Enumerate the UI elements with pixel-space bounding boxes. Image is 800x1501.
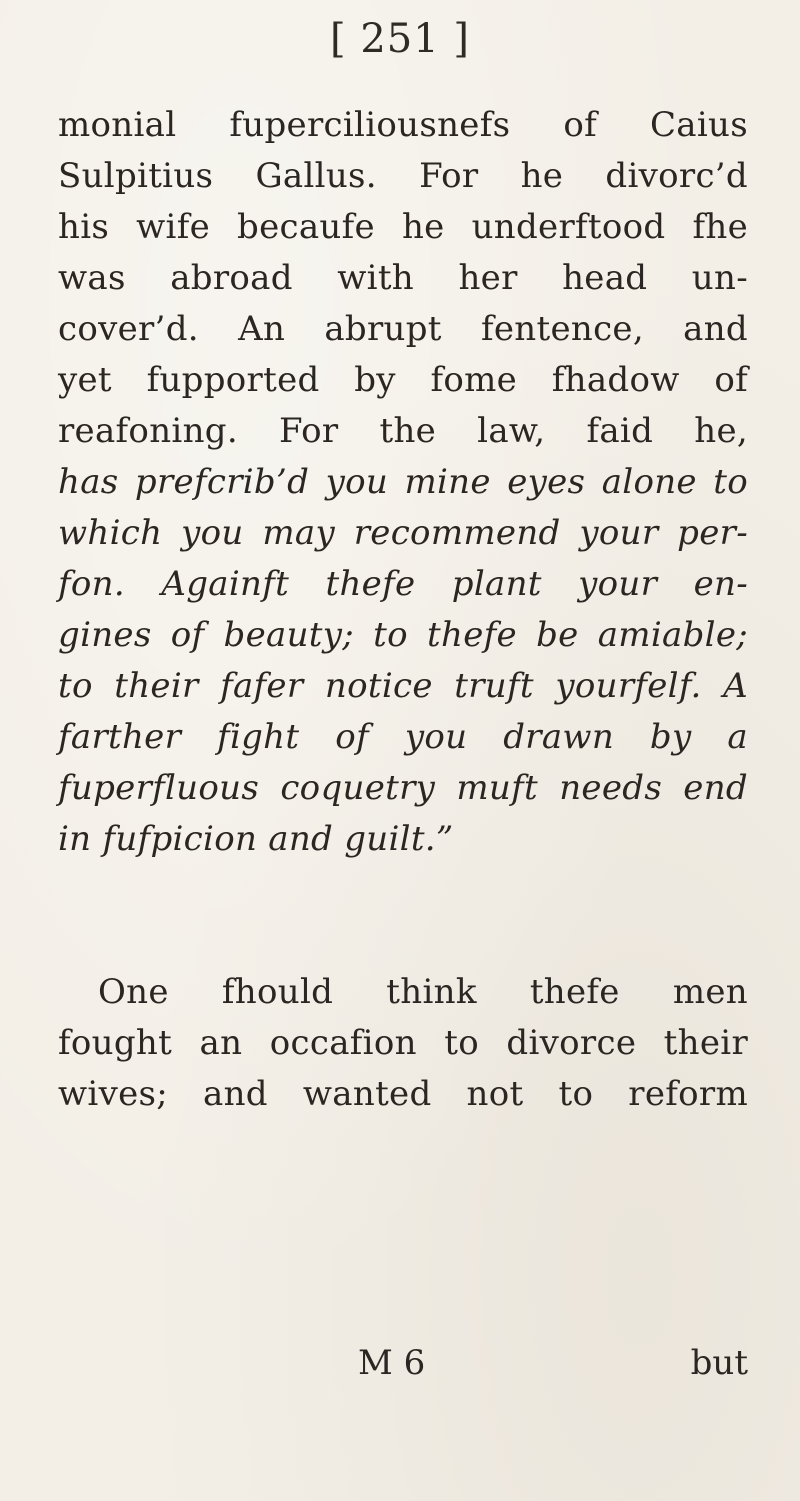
body-text — [58, 100, 748, 1120]
text-line: cover’d. An abrupt fentence, and — [58, 309, 748, 349]
text-line: monial fuperciliousnefs of Caius — [58, 105, 748, 145]
catchword: but — [690, 1343, 748, 1383]
text-line: reafoning. For the law, faid he, — [58, 411, 748, 451]
text-line: One fhould think thefe men — [98, 972, 748, 1012]
text-line-italic: to their fafer notice truft yourfelf. A — [58, 666, 748, 706]
text-line-italic: fon. Againft thefe plant your en- — [58, 564, 748, 604]
text-line: was abroad with her head un- — [58, 258, 748, 298]
text-line: Sulpitius Gallus. For he divorc’d — [58, 156, 748, 196]
text-line-italic: gines of beauty; to thefe be amiable; — [58, 615, 748, 655]
signature-mark: M 6 — [358, 1343, 426, 1383]
text-line: his wife becaufe he underftood fhe — [58, 207, 748, 247]
text-line-italic: has prefcrib’d you mine eyes alone to — [58, 462, 748, 502]
text-line: fought an occafion to divorce their — [58, 1023, 748, 1063]
text-line-italic: which you may recommend your per- — [58, 513, 748, 553]
text-line-italic: farther fight of you drawn by a — [58, 717, 748, 757]
page-footer — [58, 1338, 748, 1389]
page-number-header: [ 251 ] — [330, 16, 470, 62]
text-line: wives; and wanted not to reform — [58, 1074, 748, 1114]
text-line-italic: in fufpicion and guilt.” — [58, 819, 454, 859]
paragraph-gap — [58, 865, 748, 967]
text-line-italic: fuperfluous coquetry muft needs end — [58, 768, 748, 808]
text-line: yet fupported by fome fhadow of — [58, 360, 748, 400]
